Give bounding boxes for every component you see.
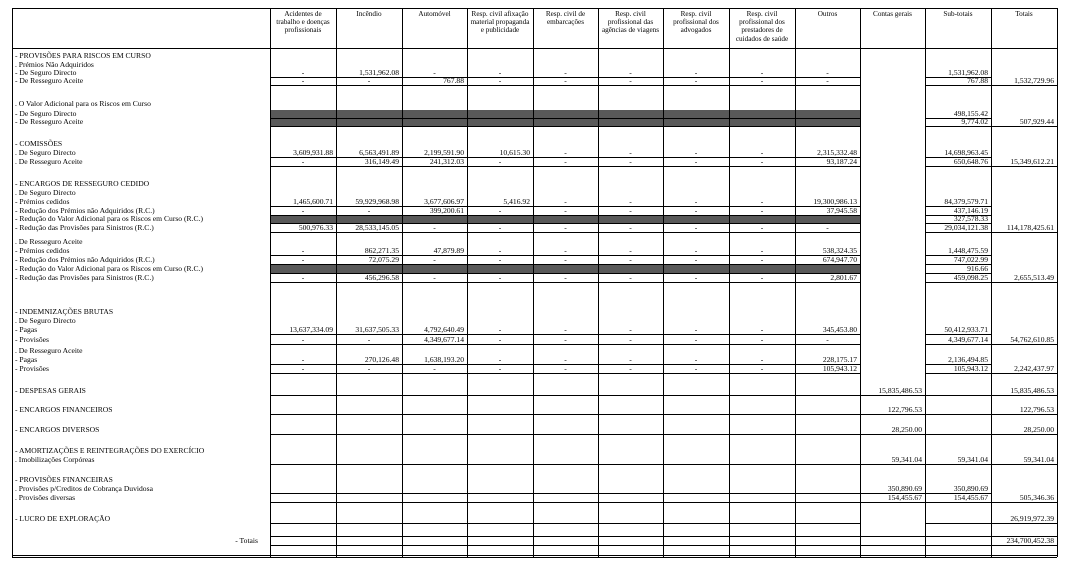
cell-value: 3,609,931.88	[293, 148, 333, 157]
row-rule	[925, 166, 991, 167]
row-label: . Provisões diversas	[15, 493, 76, 502]
empty-cell-dash: -	[564, 364, 567, 373]
cell-value: 6,563,491.89	[359, 148, 399, 157]
empty-cell-dash: -	[433, 273, 436, 282]
shaded-row-band	[270, 215, 860, 223]
cell-value: 26,919,972.39	[1010, 514, 1054, 523]
cell-value: 538,324.35	[822, 246, 857, 255]
cell-value: 500,976.33	[298, 223, 333, 232]
row-rule	[991, 523, 1057, 524]
column-header: Incêndio	[356, 10, 382, 18]
empty-cell-dash: -	[564, 157, 567, 166]
row-rule	[860, 464, 925, 465]
row-rule	[860, 502, 925, 503]
row-rule	[925, 232, 991, 233]
row-rule	[270, 344, 860, 345]
empty-cell-dash: -	[694, 206, 698, 215]
row-rule	[991, 395, 1057, 396]
empty-cell-dash: -	[433, 255, 436, 264]
empty-cell-dash: -	[760, 223, 764, 232]
cell-value: 674,947.70	[822, 255, 857, 264]
cell-value: 350,890.69	[887, 484, 922, 493]
column-header: Resp. civil profissional dos prestadores de cuidados de saúde	[735, 10, 789, 43]
row-rule	[925, 85, 991, 86]
column-header: Outros	[817, 10, 838, 18]
empty-cell-dash: -	[629, 76, 632, 85]
column-header: Automóvel	[418, 10, 451, 18]
cell-value: 4,349,677.14	[948, 335, 988, 344]
empty-cell-dash: -	[826, 223, 829, 232]
row-label: - Pagas	[15, 355, 38, 364]
totals-rule-top	[270, 536, 1057, 537]
cell-value: 1,638,193.20	[424, 355, 464, 364]
cell-value: 1,531,962.08	[948, 68, 988, 77]
empty-cell-dash: -	[694, 246, 698, 255]
cell-value: 650,648.76	[953, 157, 988, 166]
row-rule	[270, 414, 860, 415]
cell-value: 345,453.80	[822, 325, 857, 334]
cell-value: 28,250.00	[891, 425, 922, 434]
empty-cell-dash: -	[629, 355, 632, 364]
cell-value: 72,075.29	[368, 255, 399, 264]
row-rule	[925, 395, 991, 396]
shaded-row-band	[270, 118, 860, 126]
row-label: - Redução do Valor Adicional para os Riscos em Curso (R.C.)	[15, 264, 203, 273]
empty-cell-dash: -	[564, 148, 567, 157]
row-rule	[270, 523, 860, 524]
cell-value: 1,448,475.59	[948, 246, 988, 255]
empty-cell-dash: -	[694, 76, 698, 85]
row-label: . De Seguro Directo	[15, 188, 76, 197]
column-header: Resp. civil profissional dos advogados	[673, 10, 719, 35]
column-rule	[1057, 8, 1058, 557]
row-label: - De Seguro Directo	[15, 68, 77, 77]
empty-cell-dash: -	[498, 325, 502, 334]
row-rule	[270, 464, 860, 465]
row-rule	[925, 434, 991, 435]
row-label: - De Resseguro Aceite	[15, 76, 84, 85]
row-rule	[991, 282, 1057, 283]
cell-value: 505,346.36	[1019, 493, 1054, 502]
empty-cell-dash: -	[760, 68, 764, 77]
row-label: - Redução dos Prémios não Adquiridos (R.C.)	[15, 255, 155, 264]
row-rule	[270, 373, 860, 374]
empty-cell-dash: -	[498, 364, 502, 373]
cell-value: 767.88	[967, 76, 988, 85]
cell-value: 29,034,121.38	[944, 223, 988, 232]
cell-value: 399,200.61	[429, 206, 464, 215]
row-label: - Prémios cedidos	[15, 246, 70, 255]
row-rule	[270, 215, 860, 216]
empty-cell-dash: -	[694, 325, 698, 334]
column-header: Contas gerais	[873, 10, 912, 18]
column-header: Sub-totais	[943, 10, 973, 18]
empty-cell-dash: -	[826, 335, 829, 344]
empty-cell-dash: -	[301, 68, 305, 77]
cell-value: 114,178,425.61	[1006, 223, 1054, 232]
empty-cell-dash: -	[629, 223, 632, 232]
empty-cell-dash: -	[694, 335, 698, 344]
row-label: . Imobilizações Corpóreas	[15, 455, 95, 464]
cell-value: 5,416.92	[503, 197, 530, 206]
row-rule	[860, 434, 925, 435]
row-label: - PROVISÕES PARA RISCOS EM CURSO	[15, 51, 151, 60]
empty-cell-dash: -	[564, 255, 567, 264]
empty-cell-dash: -	[301, 273, 305, 282]
empty-cell-dash: -	[694, 364, 698, 373]
row-label: . De Seguro Directo	[15, 316, 76, 325]
empty-cell-dash: -	[564, 246, 567, 255]
empty-cell-dash: -	[760, 197, 764, 206]
row-rule	[270, 126, 860, 127]
cell-value: 28,533,145.05	[355, 223, 399, 232]
empty-cell-dash: -	[629, 206, 632, 215]
row-rule	[991, 126, 1057, 127]
row-label: - PROVISÕES FINANCEIRAS	[15, 475, 113, 484]
row-label: - ENCARGOS DE RESSEGURO CEDIDO	[15, 179, 150, 188]
empty-cell-dash: -	[629, 364, 632, 373]
cell-value: 456,296.58	[364, 273, 399, 282]
cell-value: 15,835,486.53	[878, 386, 922, 395]
cell-value: 15,349,612.21	[1010, 157, 1054, 166]
cell-value: 105,943.12	[822, 364, 857, 373]
row-rule	[270, 395, 860, 396]
row-rule	[270, 166, 860, 167]
cell-value: 1,531,962.08	[359, 68, 399, 77]
empty-cell-dash: -	[629, 273, 632, 282]
row-rule	[270, 493, 860, 494]
row-rule	[991, 414, 1057, 415]
empty-cell-dash: -	[694, 255, 698, 264]
row-rule	[925, 373, 991, 374]
empty-cell-dash: -	[760, 148, 764, 157]
row-rule	[925, 464, 991, 465]
cell-value: 498,155.42	[953, 109, 988, 118]
cell-value: 15,835,486.53	[1010, 386, 1054, 395]
row-rule	[991, 502, 1057, 503]
empty-cell-dash: -	[760, 246, 764, 255]
row-label: - DESPESAS GERAIS	[15, 386, 86, 395]
cell-value: 747,022.99	[953, 255, 988, 264]
empty-cell-dash: -	[564, 325, 567, 334]
cell-value: 459,098.25	[953, 273, 988, 282]
row-label: - Redução das Provisões para Sinistros (R.C.)	[15, 273, 154, 282]
cell-value: 3,677,606.97	[424, 197, 464, 206]
cell-value: 437,146.19	[953, 206, 988, 215]
cell-value: 59,929,968.98	[355, 197, 399, 206]
row-label: - Redução dos Prémios não Adquiridos (R.C.)	[15, 206, 155, 215]
row-rule	[991, 344, 1057, 345]
empty-cell-dash: -	[433, 68, 436, 77]
cell-value: 31,637,505.33	[355, 325, 399, 334]
row-rule	[991, 434, 1057, 435]
cell-value: 4,349,677.14	[424, 335, 464, 344]
row-label: . Provisões p/Creditos de Cobrança Duvidosa	[15, 484, 153, 493]
table-bottom-border-inner	[12, 555, 1057, 556]
cell-value: 59,341.04	[891, 455, 922, 464]
empty-cell-dash: -	[498, 255, 502, 264]
cell-value: 916.66	[967, 264, 988, 273]
cell-value: 2,315,332.48	[817, 148, 857, 157]
empty-cell-dash: -	[564, 206, 567, 215]
empty-cell-dash: -	[564, 68, 567, 77]
empty-cell-dash: -	[301, 355, 305, 364]
cell-value: 2,199,591.90	[424, 148, 464, 157]
empty-cell-dash: -	[498, 223, 502, 232]
cell-value: 13,637,334.09	[289, 325, 333, 334]
column-header: Resp. civil de embarcações	[545, 10, 586, 27]
empty-cell-dash: -	[629, 325, 632, 334]
row-rule	[991, 232, 1057, 233]
totals-label: - Totais	[235, 536, 258, 545]
empty-cell-dash: -	[694, 157, 698, 166]
cell-value: 767.88	[443, 76, 464, 85]
column-rule	[12, 8, 13, 557]
table-top-border	[12, 8, 1057, 9]
row-rule	[860, 395, 925, 396]
totals-value: 234,700,452.38	[1006, 536, 1054, 545]
row-rule	[270, 434, 860, 435]
empty-cell-dash: -	[498, 157, 502, 166]
cell-value: 1,465,600.71	[293, 197, 333, 206]
empty-cell-dash: -	[498, 68, 502, 77]
row-label: . O Valor Adicional para os Riscos em Curso	[15, 99, 151, 108]
empty-cell-dash: -	[629, 148, 632, 157]
shaded-row-band	[270, 265, 860, 273]
row-rule	[270, 232, 860, 233]
totals-rule-bottom	[270, 545, 1057, 546]
empty-cell-dash: -	[564, 76, 567, 85]
row-label: - Prémios cedidos	[15, 197, 70, 206]
empty-cell-dash: -	[826, 68, 829, 77]
row-rule	[925, 523, 991, 524]
row-label: - ENCARGOS FINANCEIROS	[15, 405, 113, 414]
empty-cell-dash: -	[301, 335, 305, 344]
empty-cell-dash: -	[498, 273, 502, 282]
empty-cell-dash: -	[629, 246, 632, 255]
empty-cell-dash: -	[498, 355, 502, 364]
cell-value: 122,796.53	[1019, 405, 1054, 414]
empty-cell-dash: -	[367, 364, 371, 373]
empty-cell-dash: -	[301, 157, 305, 166]
cell-value: 1,532,729.96	[1014, 76, 1054, 85]
cell-value: 4,792,640.49	[424, 325, 464, 334]
cell-value: 2,242,437.97	[1014, 364, 1054, 373]
cell-value: 93,187.24	[826, 157, 857, 166]
row-label: - ENCARGOS DIVERSOS	[15, 425, 100, 434]
row-label: - LUCRO DE EXPLORAÇÃO	[15, 514, 111, 523]
cell-value: 507,929.44	[1019, 117, 1054, 126]
empty-cell-dash: -	[760, 157, 764, 166]
row-label: - Pagas	[15, 325, 38, 334]
empty-cell-dash: -	[367, 206, 371, 215]
shaded-row-band	[270, 110, 860, 118]
empty-cell-dash: -	[694, 68, 698, 77]
row-rule	[925, 344, 991, 345]
row-rule	[991, 464, 1057, 465]
cell-value: 47,879.89	[433, 246, 464, 255]
row-rule	[925, 414, 991, 415]
empty-cell-dash: -	[301, 255, 305, 264]
cell-value: 2,136,494.85	[948, 355, 988, 364]
cell-value: 122,796.53	[887, 405, 922, 414]
empty-cell-dash: -	[760, 355, 764, 364]
cell-value: 37,945.58	[826, 206, 857, 215]
row-rule	[991, 85, 1057, 86]
empty-cell-dash: -	[367, 76, 371, 85]
cell-value: 327,578.33	[953, 214, 988, 223]
empty-cell-dash: -	[629, 157, 632, 166]
cell-value: 2,801.67	[830, 273, 857, 282]
empty-cell-dash: -	[564, 273, 567, 282]
empty-cell-dash: -	[694, 148, 698, 157]
row-label: . De Resseguro Aceite	[15, 157, 83, 166]
empty-cell-dash: -	[760, 255, 764, 264]
row-rule	[270, 118, 860, 119]
empty-cell-dash: -	[301, 206, 305, 215]
empty-cell-dash: -	[826, 76, 829, 85]
row-label: - Redução das Provisões para Sinistros (R.C.)	[15, 223, 154, 232]
empty-cell-dash: -	[301, 364, 305, 373]
cell-value: 316,149.49	[364, 157, 399, 166]
column-header: Totais	[1015, 10, 1033, 18]
empty-cell-dash: -	[498, 246, 502, 255]
empty-cell-dash: -	[498, 76, 502, 85]
column-header: Resp. civil afixação material propaganda e publicidade	[470, 10, 530, 35]
empty-cell-dash: -	[498, 206, 502, 215]
empty-cell-dash: -	[301, 76, 305, 85]
empty-cell-dash: -	[629, 255, 632, 264]
row-label: - INDEMNIZAÇÕES BRUTAS	[15, 307, 114, 316]
cell-value: 54,762,610.85	[1010, 335, 1054, 344]
empty-cell-dash: -	[629, 197, 632, 206]
row-rule	[270, 264, 860, 265]
empty-cell-dash: -	[433, 364, 436, 373]
empty-cell-dash: -	[564, 335, 567, 344]
row-rule	[270, 85, 860, 86]
cell-value: 59,341.04	[1023, 455, 1054, 464]
empty-cell-dash: -	[760, 325, 764, 334]
empty-cell-dash: -	[760, 273, 764, 282]
column-header: Resp. civil profissional das agências de viagens	[601, 10, 660, 35]
empty-cell-dash: -	[760, 335, 764, 344]
column-header: Acidentes de trabalho e doenças profissionais	[276, 10, 330, 35]
row-rule	[270, 282, 860, 283]
cell-value: 2,655,513.49	[1014, 273, 1054, 282]
cell-value: 228,175.17	[822, 355, 857, 364]
empty-cell-dash: -	[694, 273, 698, 282]
cell-value: 350,890.69	[953, 484, 988, 493]
cell-value: 9,774.02	[961, 117, 988, 126]
empty-cell-dash: -	[564, 197, 567, 206]
empty-cell-dash: -	[564, 355, 567, 364]
cell-value: 154,455.67	[953, 493, 988, 502]
column-rule	[860, 8, 861, 557]
cell-value: 28,250.00	[1023, 425, 1054, 434]
row-rule	[991, 373, 1057, 374]
cell-value: 14,698,963.45	[944, 148, 988, 157]
empty-cell-dash: -	[564, 223, 567, 232]
empty-cell-dash: -	[694, 197, 698, 206]
empty-cell-dash: -	[629, 68, 632, 77]
cell-value: 59,341.04	[957, 455, 988, 464]
empty-cell-dash: -	[301, 246, 305, 255]
cell-value: 270,126.48	[364, 355, 399, 364]
row-rule	[925, 126, 991, 127]
row-label: - COMISSÕES	[15, 139, 63, 148]
cell-value: 241,312.03	[429, 157, 464, 166]
row-rule	[925, 282, 991, 283]
row-label: . De Seguro Directo	[15, 148, 76, 157]
row-rule	[270, 502, 860, 503]
row-rule	[860, 414, 925, 415]
row-label: - Provisões	[15, 335, 49, 344]
row-label: . De Resseguro Aceite	[15, 346, 83, 355]
empty-cell-dash: -	[694, 355, 698, 364]
row-label: . De Resseguro Aceite	[15, 237, 83, 246]
empty-cell-dash: -	[498, 335, 502, 344]
row-label: - AMORTIZAÇÕES E REINTEGRAÇÕES DO EXERCÍCIO	[15, 446, 205, 455]
row-label: - De Seguro Directo	[15, 109, 77, 118]
row-rule	[925, 502, 991, 503]
row-label: . Prémios Não Adquiridos	[15, 60, 94, 69]
row-label: - Redução do Valor Adicional para os Riscos em Curso (R.C.)	[15, 214, 203, 223]
cell-value: 84,379,579.71	[944, 197, 988, 206]
header-divider	[12, 48, 1057, 49]
cell-value: 154,455.67	[887, 493, 922, 502]
cell-value: 10,615.30	[499, 148, 530, 157]
cell-value: 105,943.12	[953, 364, 988, 373]
empty-cell-dash: -	[760, 206, 764, 215]
cell-value: 19,300,986.13	[813, 197, 857, 206]
row-label: - De Resseguro Aceite	[15, 117, 84, 126]
empty-cell-dash: -	[629, 335, 632, 344]
cell-value: 862,271.35	[364, 246, 399, 255]
empty-cell-dash: -	[760, 76, 764, 85]
empty-cell-dash: -	[694, 223, 698, 232]
empty-cell-dash: -	[760, 364, 764, 373]
cell-value: 50,412,933.71	[944, 325, 988, 334]
empty-cell-dash: -	[433, 223, 436, 232]
table-bottom-border	[12, 557, 1057, 558]
row-label: - Provisões	[15, 364, 49, 373]
row-rule	[991, 166, 1057, 167]
empty-cell-dash: -	[367, 335, 371, 344]
